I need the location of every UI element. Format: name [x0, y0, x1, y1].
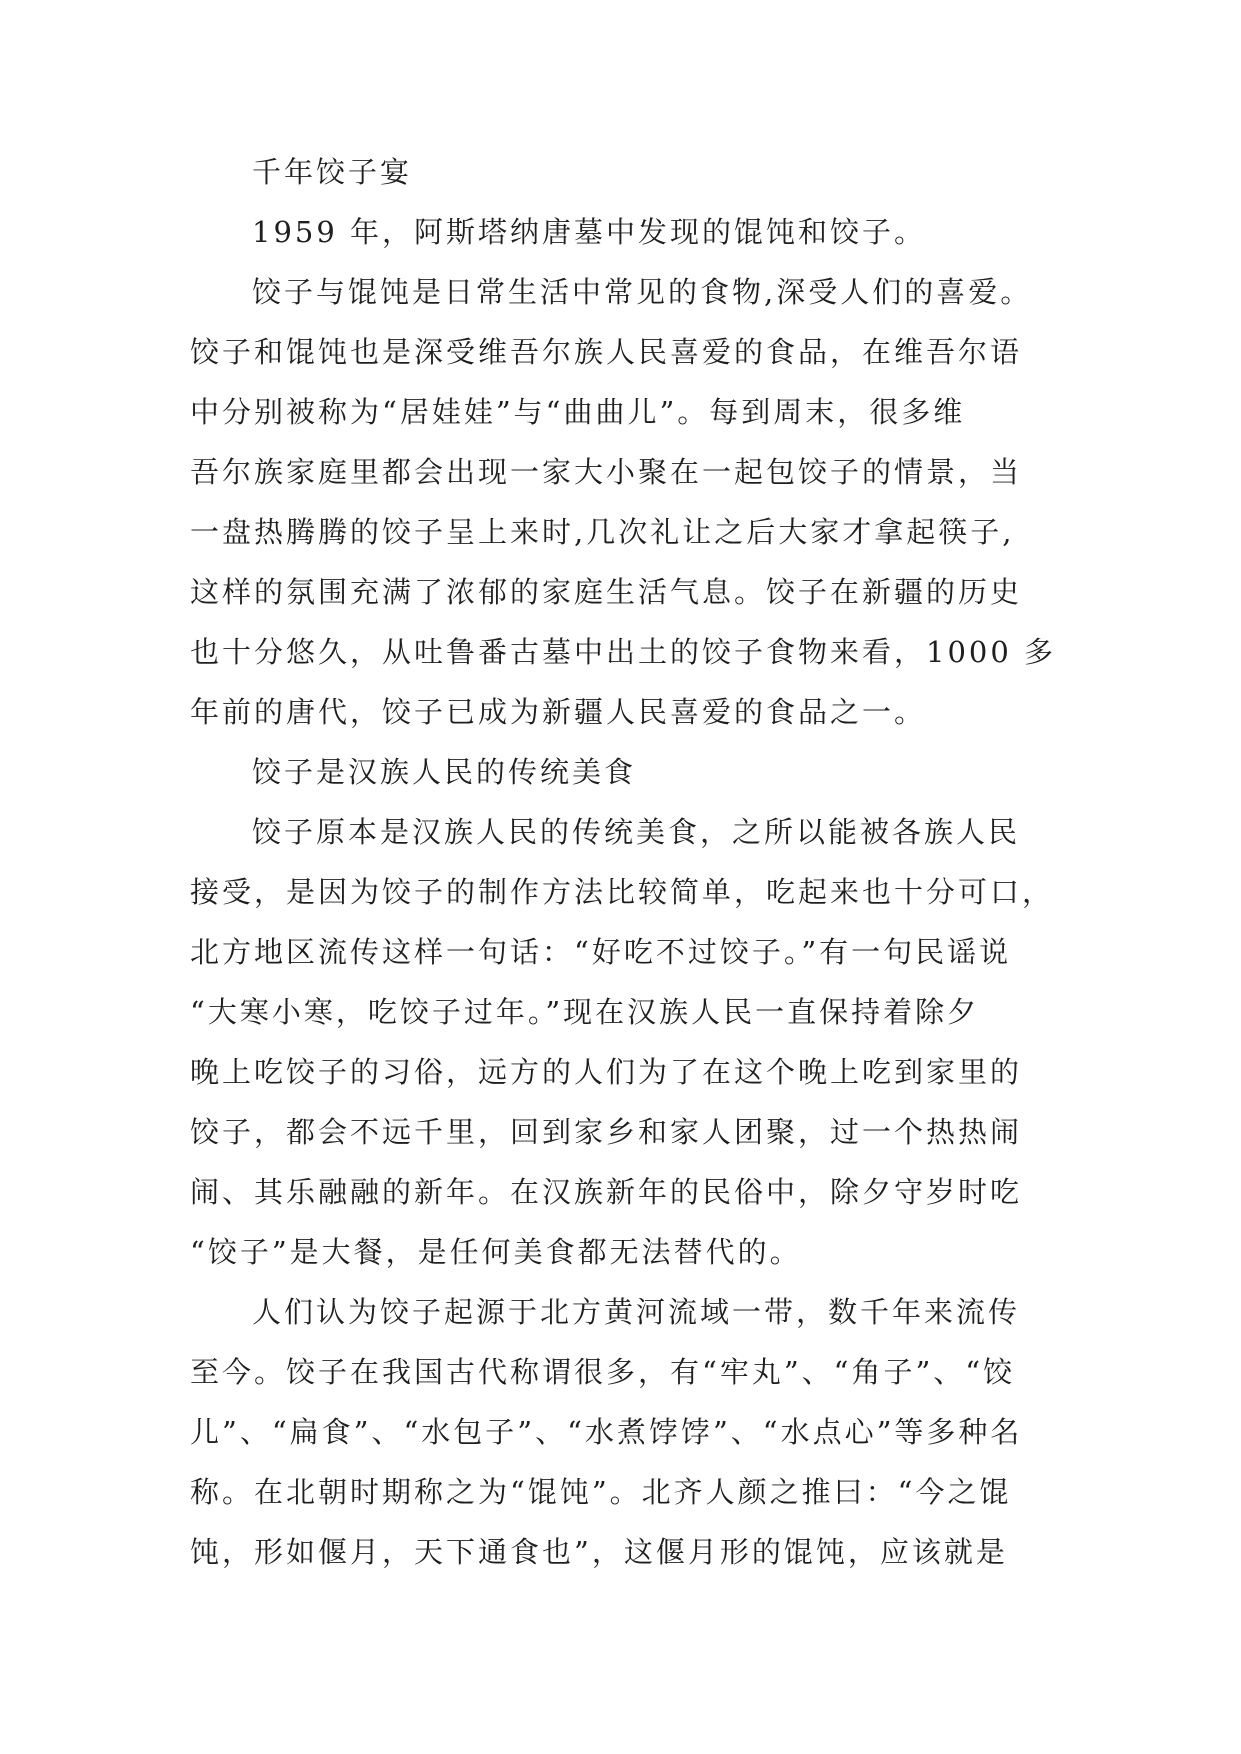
paragraph-line: 称。在北朝时期称之为“馄饨”。北齐人颜之推曰：“今之馄: [190, 1475, 1012, 1509]
paragraph-line: 儿”、“扁食”、“水包子”、“水煮饽饽”、“水点心”等多种名: [190, 1415, 1023, 1449]
paragraph-line: 饺子，都会不远千里，回到家乡和家人团聚，过一个热热闹: [190, 1115, 1023, 1149]
paragraph-line: 饨，形如偃月，天下通食也”，这偃月形的馄饨，应该就是: [190, 1535, 1008, 1569]
caption-line: 1959 年，阿斯塔纳唐墓中发现的馄饨和饺子。: [252, 215, 927, 249]
paragraph-line: 年前的唐代，饺子已成为新疆人民喜爱的食品之一。: [190, 695, 927, 729]
paragraph-line: 中分别被称为“居娃娃”与“曲曲儿”。每到周末，很多维: [190, 395, 966, 429]
paragraph-line: “大寒小寒，吃饺子过年。”现在汉族人民一直保持着除夕: [190, 995, 980, 1029]
paragraph-line: “饺子”是大餐，是任何美食都无法替代的。: [190, 1235, 802, 1269]
paragraph-line: 一盘热腾腾的饺子呈上来时,几次礼让之后大家才拿起筷子,: [190, 515, 1015, 549]
section-heading: 饺子是汉族人民的传统美食: [252, 755, 637, 789]
paragraph-line: 吾尔族家庭里都会出现一家大小聚在一起包饺子的情景，当: [190, 455, 1023, 489]
paragraph-line: 晚上吃饺子的习俗，远方的人们为了在这个晚上吃到家里的: [190, 1055, 1023, 1089]
document-title: 千年饺子宴: [252, 155, 413, 189]
paragraph-line: 北方地区流传这样一句话：“好吃不过饺子。”有一句民谣说: [190, 935, 1012, 969]
paragraph-line: 这样的氛围充满了浓郁的家庭生活气息。饺子在新疆的历史: [190, 575, 1023, 609]
paragraph-line: 饺子和馄饨也是深受维吾尔族人民喜爱的食品，在维吾尔语: [190, 335, 1023, 369]
paragraph-line: 闹、其乐融融的新年。在汉族新年的民俗中，除夕守岁时吃: [190, 1175, 1023, 1209]
paragraph-line: 饺子原本是汉族人民的传统美食，之所以能被各族人民: [252, 815, 1021, 849]
paragraph-line: 也十分悠久，从吐鲁番古墓中出土的饺子食物来看，1000 多: [190, 635, 1057, 669]
paragraph-line: 饺子与馄饨是日常生活中常见的食物,深受人们的喜爱。: [252, 275, 1033, 309]
paragraph-line: 接受，是因为饺子的制作方法比较简单，吃起来也十分可口，: [190, 875, 1055, 909]
paragraph-line: 至今。饺子在我国古代称谓很多，有“牢丸”、“角子”、“饺: [190, 1355, 1016, 1389]
paragraph-line: 人们认为饺子起源于北方黄河流域一带，数千年来流传: [252, 1295, 1021, 1329]
